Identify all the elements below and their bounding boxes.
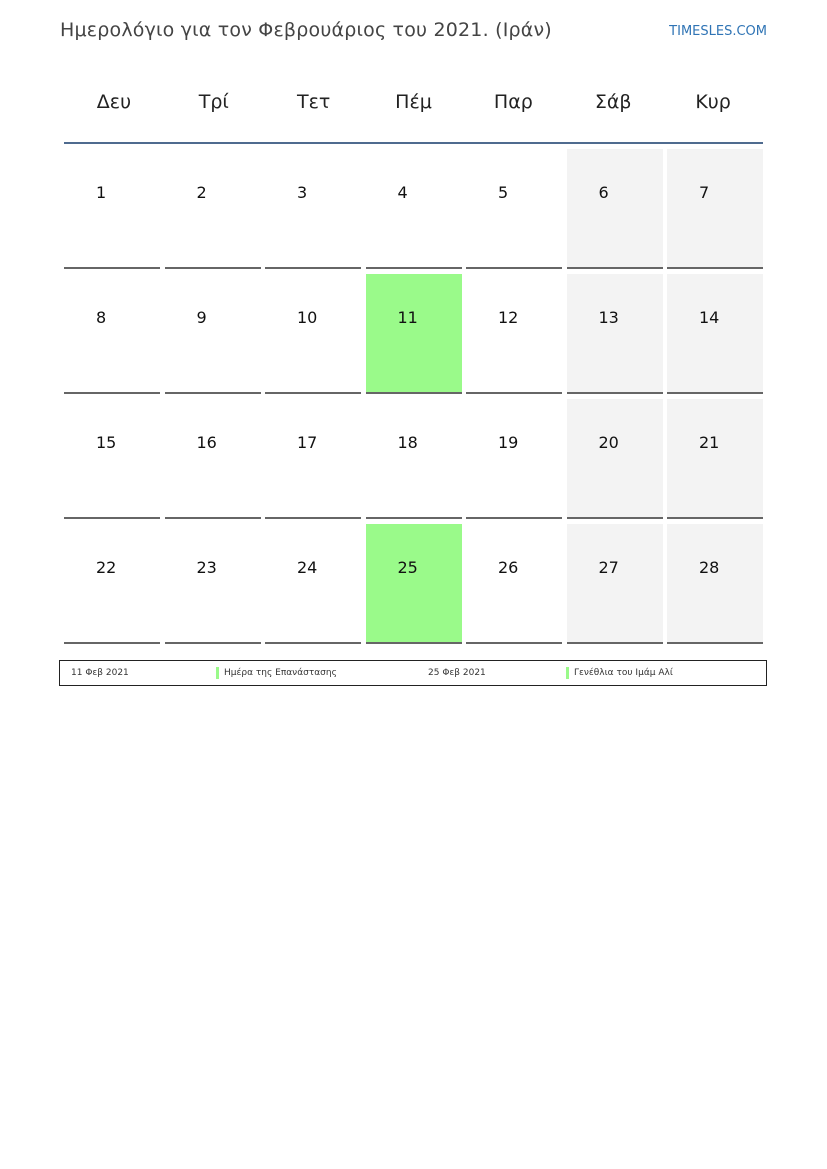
weekday-wed: Τετ [296, 91, 331, 113]
day-number: 28 [699, 558, 720, 577]
day-number: 7 [699, 183, 710, 202]
day-number: 20 [598, 433, 619, 452]
weekday-thu: Πέμ [395, 91, 432, 113]
page-title: Ημερολόγιο για τον Φεβρουάριος του 2021. (Ιράν) [60, 19, 552, 41]
legend-holiday-name: Γενέθλια του Ιμάμ Αλί [574, 668, 673, 678]
day-cell[interactable] [466, 399, 562, 519]
day-number: 22 [96, 558, 117, 577]
weekday-tue: Τρί [198, 91, 229, 113]
day-number: 6 [598, 183, 609, 202]
day-cell[interactable] [265, 274, 361, 394]
day-number: 18 [397, 433, 418, 452]
day-cell[interactable] [64, 274, 160, 394]
day-number: 8 [96, 308, 107, 327]
legend-color-marker [566, 667, 569, 679]
weekday-sun: Κυρ [695, 91, 731, 113]
day-cell[interactable] [667, 524, 763, 644]
legend-holiday-name: Ημέρα της Επανάστασης [224, 668, 337, 678]
day-cell[interactable] [366, 399, 462, 519]
legend-date: 11 Φεβ 2021 [71, 668, 129, 678]
day-cell[interactable] [165, 149, 261, 269]
holiday-legend [59, 660, 767, 686]
day-number: 3 [297, 183, 308, 202]
week-row [64, 399, 763, 524]
day-number: 26 [498, 558, 519, 577]
weekday-header [64, 80, 763, 144]
day-number: 27 [598, 558, 619, 577]
holiday-day-cell[interactable] [366, 274, 462, 394]
day-cell[interactable] [265, 399, 361, 519]
week-row [64, 524, 763, 649]
day-number: 2 [196, 183, 207, 202]
day-cell[interactable] [366, 149, 462, 269]
week-row [64, 149, 763, 274]
day-cell[interactable] [466, 524, 562, 644]
day-cell[interactable] [567, 399, 663, 519]
weekday-sat: Σάβ [594, 91, 632, 113]
day-number: 4 [397, 183, 408, 202]
day-number: 24 [297, 558, 318, 577]
day-number: 21 [699, 433, 720, 452]
day-cell[interactable] [165, 399, 261, 519]
day-number: 14 [699, 308, 720, 327]
day-cell[interactable] [667, 149, 763, 269]
day-cell[interactable] [567, 274, 663, 394]
day-cell[interactable] [64, 524, 160, 644]
day-cell[interactable] [165, 524, 261, 644]
day-number: 25 [397, 558, 418, 577]
day-cell[interactable] [265, 149, 361, 269]
holiday-day-cell[interactable] [366, 524, 462, 644]
day-number: 5 [498, 183, 509, 202]
calendar-grid [64, 149, 763, 649]
day-cell[interactable] [64, 149, 160, 269]
day-number: 15 [96, 433, 117, 452]
day-cell[interactable] [165, 274, 261, 394]
legend-color-marker [216, 667, 219, 679]
day-cell[interactable] [667, 274, 763, 394]
weekday-mon: Δευ [96, 91, 132, 113]
day-number: 17 [297, 433, 318, 452]
day-cell[interactable] [265, 524, 361, 644]
day-number: 19 [498, 433, 519, 452]
day-number: 12 [498, 308, 519, 327]
legend-date: 25 Φεβ 2021 [428, 668, 486, 678]
day-number: 13 [598, 308, 619, 327]
day-number: 16 [196, 433, 217, 452]
day-number: 1 [96, 183, 107, 202]
day-number: 23 [196, 558, 217, 577]
day-cell[interactable] [567, 149, 663, 269]
day-cell[interactable] [466, 149, 562, 269]
week-row [64, 274, 763, 399]
day-number: 11 [397, 308, 418, 327]
day-number: 10 [297, 308, 318, 327]
weekday-fri: Παρ [493, 91, 533, 113]
day-cell[interactable] [466, 274, 562, 394]
day-cell[interactable] [567, 524, 663, 644]
day-number: 9 [196, 308, 207, 327]
day-cell[interactable] [667, 399, 763, 519]
day-cell[interactable] [64, 399, 160, 519]
site-link[interactable]: TIMESLES.COM [669, 24, 767, 39]
